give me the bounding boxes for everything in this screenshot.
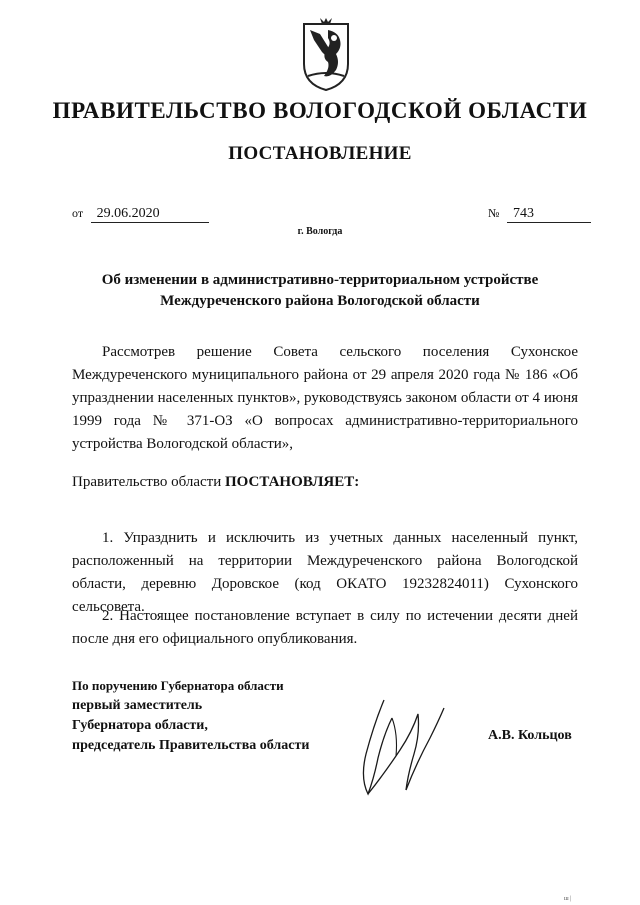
date-prefix: от — [72, 206, 84, 220]
signatory-block — [72, 676, 309, 756]
coat-of-arms-icon — [300, 18, 352, 94]
signatory-line-1: По поручению Губернатора области — [72, 678, 284, 693]
signatory-line-4: председатель Правительства области — [72, 738, 310, 753]
resolves-prefix: Правительство области — [72, 474, 225, 490]
paragraph-resolves — [72, 471, 578, 494]
subject-line-1: Об изменении в административно-территориальном устройстве — [101, 272, 539, 288]
handwritten-signature — [344, 694, 448, 798]
date-row — [72, 206, 209, 223]
signatory-line-3: Губернатора области, — [72, 718, 208, 733]
paragraph-item-1: 1. Упразднить и исключить из учетных данных населенный пункт, расположенный на территории Междуреченского района Вологодской области, деревню Доровское (код ОКАТО 19232824011) Сухонского сельсовета. — [72, 530, 578, 615]
document-date: 29.06.2020 — [91, 206, 209, 223]
paragraph-item-2: 2. Настоящее постановление вступает в силу по истечении десяти дней после дня его официального опубликования. — [72, 608, 578, 647]
footer-mark: ш | — [564, 896, 572, 902]
subject-line-2: Междуреченского района Вологодской области — [160, 293, 480, 309]
number-row — [488, 206, 591, 223]
signatory-line-2: первый заместитель — [72, 698, 203, 713]
signer-name: А.В. Кольцов — [488, 728, 572, 743]
document-type: ПОСТАНОВЛЕНИЕ — [228, 143, 412, 164]
resolves-keyword: ПОСТАНОВЛЯЕТ: — [224, 474, 360, 490]
government-title: ПРАВИТЕЛЬСТВО ВОЛОГОДСКОЙ ОБЛАСТИ — [52, 98, 588, 123]
city-label: г. Вологда — [297, 226, 343, 237]
document-number: 743 — [507, 206, 591, 223]
paragraph-preamble: Рассмотрев решение Совета сельского поселения Сухонское Междуреченского муниципального района от 29 апреля 2020 года № 186 «Об упразднении населенных пунктов», руководствуясь законом области от 4 июня 1999 года № 371-ОЗ «О вопросах административно-территориального устройства Вологодской области», — [72, 344, 578, 452]
number-prefix: № — [488, 206, 500, 220]
document-subject — [60, 270, 580, 312]
